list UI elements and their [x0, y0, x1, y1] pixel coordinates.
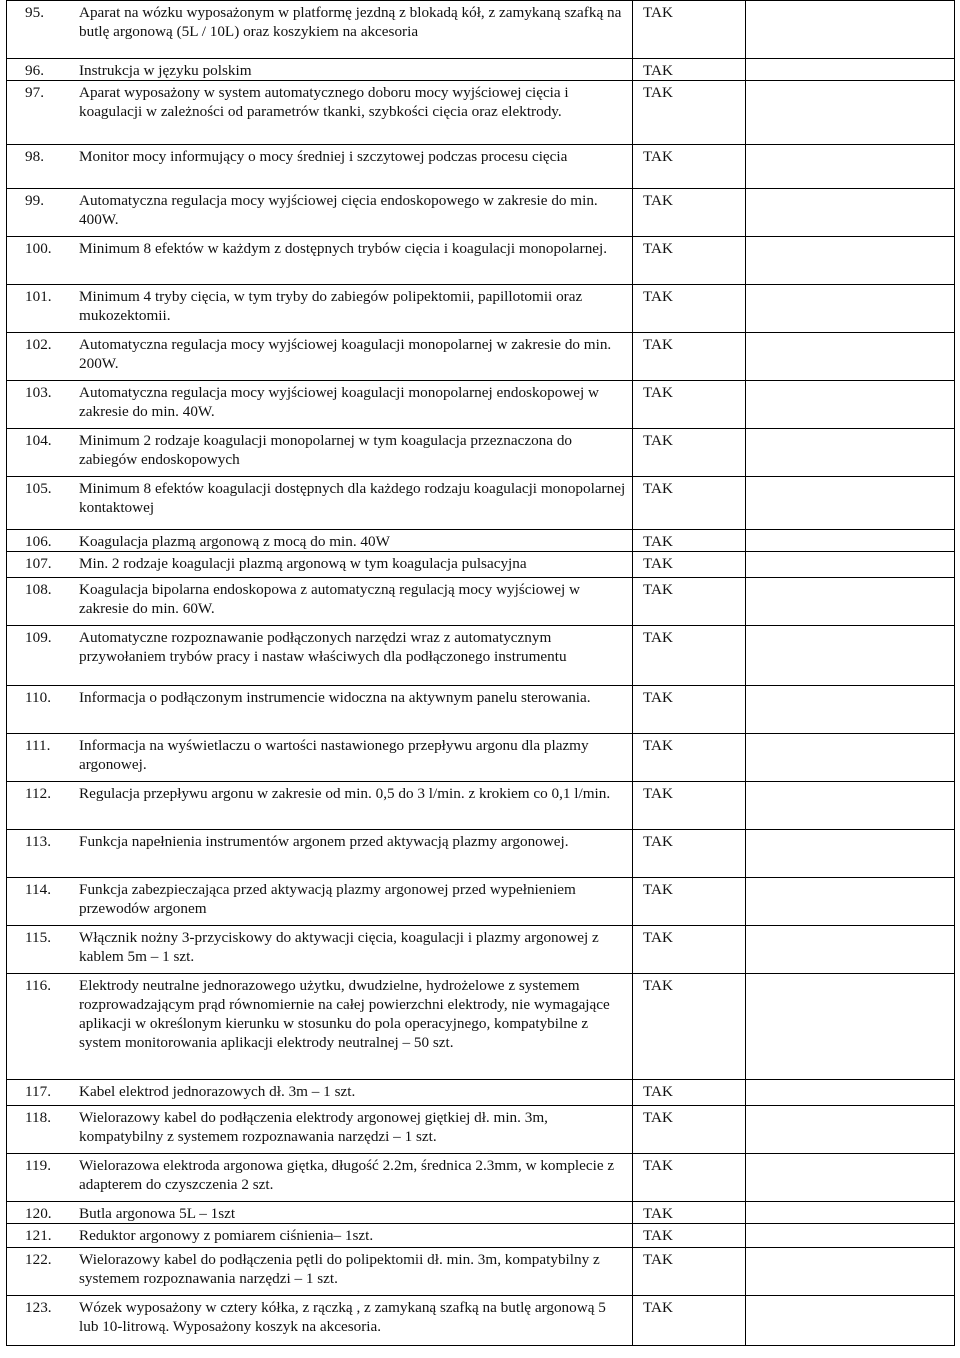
table-row	[7, 1248, 955, 1296]
item-number: 102.	[25, 336, 52, 353]
table-row	[7, 285, 955, 333]
table-row	[7, 145, 955, 189]
item-number: 123.	[25, 1299, 52, 1316]
offered-parameter-cell	[746, 189, 955, 237]
item-number: 98.	[25, 148, 44, 165]
item-value: TAK	[643, 555, 673, 572]
item-value: TAK	[643, 432, 673, 449]
item-value-cell	[633, 145, 746, 189]
item-description: Reduktor argonowy z pomiarem ciśnienia– 1szt.	[79, 1227, 374, 1244]
item-value-cell	[633, 59, 746, 81]
table-row	[7, 189, 955, 237]
table-row	[7, 1106, 955, 1154]
offered-parameter-cell	[746, 926, 955, 974]
item-cell	[7, 686, 633, 734]
item-cell	[7, 145, 633, 189]
table-row	[7, 686, 955, 734]
item-value-cell	[633, 734, 746, 782]
offered-parameter-cell	[746, 578, 955, 626]
item-value-cell	[633, 237, 746, 285]
item-description: Informacja na wyświetlaczu o wartości nastawionego przepływu argonu dla plazmy argonowej.	[79, 737, 589, 773]
item-value: TAK	[643, 689, 673, 706]
item-description: Monitor mocy informujący o mocy średniej i szczytowej podczas procesu cięcia	[79, 148, 568, 165]
item-description: Funkcja zabezpieczająca przed aktywacją plazmy argonowej przed wypełnieniem przewodów argonem	[79, 881, 576, 917]
item-value: TAK	[643, 629, 673, 646]
item-cell	[7, 1, 633, 59]
offered-parameter-cell	[746, 552, 955, 578]
item-number: 96.	[25, 62, 44, 79]
item-description: Min. 2 rodzaje koagulacji plazmą argonową w tym koagulacja pulsacyjna	[79, 555, 527, 572]
table-row	[7, 878, 955, 926]
offered-parameter-cell	[746, 145, 955, 189]
item-description: Aparat wyposażony w system automatycznego doboru mocy wyjściowej cięcia i koagulacji w zależności od parametrów tkanki, szybkości cięcia oraz elektrody.	[79, 84, 569, 120]
offered-parameter-cell	[746, 878, 955, 926]
table-row	[7, 81, 955, 145]
item-description: Włącznik nożny 3-przyciskowy do aktywacji cięcia, koagulacji i plazmy argonowej z kablem 5m – 1 szt.	[79, 929, 599, 965]
item-value: TAK	[643, 1157, 673, 1174]
item-value: TAK	[643, 1205, 673, 1222]
offered-parameter-cell	[746, 285, 955, 333]
item-value-cell	[633, 381, 746, 429]
item-number: 116.	[25, 977, 52, 994]
item-value: TAK	[643, 336, 673, 353]
item-number: 115.	[25, 929, 52, 946]
offered-parameter-cell	[746, 734, 955, 782]
item-value-cell	[633, 1106, 746, 1154]
item-value-cell	[633, 1080, 746, 1106]
item-value-cell	[633, 285, 746, 333]
item-description: Automatyczna regulacja mocy wyjściowej cięcia endoskopowego w zakresie do min. 400W.	[79, 192, 598, 228]
table-row	[7, 626, 955, 686]
table-row	[7, 237, 955, 285]
item-description: Automatyczne rozpoznawanie podłączonych narzędzi wraz z automatycznym przywołaniem trybów pracy i nastaw właściwych dla podłączonego instrumentu	[79, 629, 567, 665]
item-description: Minimum 8 efektów w każdym z dostępnych trybów cięcia i koagulacji monopolarnej.	[79, 240, 608, 257]
item-number: 97.	[25, 84, 44, 101]
item-number: 112.	[25, 785, 52, 802]
item-cell	[7, 381, 633, 429]
item-value: TAK	[643, 192, 673, 209]
item-value-cell	[633, 1248, 746, 1296]
item-number: 105.	[25, 480, 52, 497]
item-cell	[7, 782, 633, 830]
item-cell	[7, 734, 633, 782]
item-value-cell	[633, 477, 746, 530]
table-row	[7, 926, 955, 974]
item-description: Elektrody neutralne jednorazowego użytku, dwudzielne, hydrożelowe z systemem rozprowadzającym prąd równomiernie na całej powierzchni elektrody, nie wymagające aplikacji w określonym kierunku w stosunku do pola operacyjnego, kompatybilne z system monitorowania aplikacji elektrody neutralnej – 50 szt.	[79, 977, 610, 1051]
item-number: 119.	[25, 1157, 52, 1174]
item-cell	[7, 81, 633, 145]
item-value-cell	[633, 626, 746, 686]
item-value-cell	[633, 830, 746, 878]
item-number: 111.	[25, 737, 51, 754]
table-row	[7, 1, 955, 59]
table-row	[7, 530, 955, 552]
item-number: 120.	[25, 1205, 52, 1222]
item-value: TAK	[643, 288, 673, 305]
item-cell	[7, 1106, 633, 1154]
item-number: 99.	[25, 192, 44, 209]
offered-parameter-cell	[746, 333, 955, 381]
offered-parameter-cell	[746, 626, 955, 686]
item-cell	[7, 1154, 633, 1202]
table-row	[7, 333, 955, 381]
offered-parameter-cell	[746, 1, 955, 59]
offered-parameter-cell	[746, 381, 955, 429]
item-number: 121.	[25, 1227, 52, 1244]
item-value: TAK	[643, 833, 673, 850]
item-value: TAK	[643, 1299, 673, 1316]
item-value-cell	[633, 552, 746, 578]
offered-parameter-cell	[746, 477, 955, 530]
item-description: Automatyczna regulacja mocy wyjściowej koagulacji monopolarnej endoskopowej w zakresie do min. 40W.	[79, 384, 600, 420]
table-row	[7, 1154, 955, 1202]
item-value: TAK	[643, 1227, 673, 1244]
item-description: Automatyczna regulacja mocy wyjściowej koagulacji monopolarnej w zakresie do min. 200W.	[79, 336, 612, 372]
table-row	[7, 381, 955, 429]
item-cell	[7, 1296, 633, 1346]
table-row	[7, 830, 955, 878]
item-cell	[7, 189, 633, 237]
specification-table	[6, 0, 955, 1346]
item-value: TAK	[643, 929, 673, 946]
item-number: 113.	[25, 833, 52, 850]
item-number: 103.	[25, 384, 52, 401]
item-cell	[7, 59, 633, 81]
item-description: Instrukcja w języku polskim	[79, 62, 252, 79]
item-value: TAK	[643, 84, 673, 101]
offered-parameter-cell	[746, 59, 955, 81]
item-number: 122.	[25, 1251, 52, 1268]
item-value: TAK	[643, 4, 673, 21]
item-value: TAK	[643, 737, 673, 754]
offered-parameter-cell	[746, 1080, 955, 1106]
item-cell	[7, 1248, 633, 1296]
item-value-cell	[633, 926, 746, 974]
item-cell	[7, 429, 633, 477]
item-value-cell	[633, 782, 746, 830]
item-description: Wielorazowy kabel do podłączenia pętli do polipektomii dł. min. 3m, kompatybilny z systemem rozpoznawania narzędzi – 1 szt.	[79, 1251, 600, 1287]
item-cell	[7, 878, 633, 926]
item-value-cell	[633, 1202, 746, 1224]
item-value-cell	[633, 878, 746, 926]
item-cell	[7, 830, 633, 878]
table-row	[7, 1224, 955, 1248]
item-value: TAK	[643, 480, 673, 497]
item-description: Kabel elektrod jednorazowych dł. 3m – 1 szt.	[79, 1083, 356, 1100]
item-cell	[7, 285, 633, 333]
table-row	[7, 974, 955, 1080]
item-cell	[7, 333, 633, 381]
item-description: Minimum 4 tryby cięcia, w tym tryby do zabiegów polipektomii, papillotomii oraz mukozektomii.	[79, 288, 583, 324]
item-cell	[7, 237, 633, 285]
item-cell	[7, 578, 633, 626]
item-description: Butla argonowa 5L – 1szt	[79, 1205, 236, 1222]
item-value-cell	[633, 1224, 746, 1248]
table-row	[7, 1080, 955, 1106]
offered-parameter-cell	[746, 429, 955, 477]
table-row	[7, 59, 955, 81]
item-cell	[7, 626, 633, 686]
item-value: TAK	[643, 1083, 673, 1100]
item-value-cell	[633, 81, 746, 145]
item-value: TAK	[643, 785, 673, 802]
item-value: TAK	[643, 384, 673, 401]
item-description: Koagulacja plazmą argonową z mocą do min. 40W	[79, 533, 390, 550]
item-value-cell	[633, 1, 746, 59]
item-cell	[7, 974, 633, 1080]
item-description: Minimum 2 rodzaje koagulacji monopolarnej w tym koagulacja przeznaczona do zabiegów endoskopowych	[79, 432, 573, 468]
item-description: Aparat na wózku wyposażonym w platformę jezdną z blokadą kół, z zamykaną szafką na butlę argonową (5L / 10L) oraz koszykiem na akcesoria	[79, 4, 622, 40]
item-value-cell	[633, 686, 746, 734]
item-value-cell	[633, 333, 746, 381]
item-number: 104.	[25, 432, 52, 449]
item-value: TAK	[643, 240, 673, 257]
item-cell	[7, 552, 633, 578]
item-description: Funkcja napełnienia instrumentów argonem przed aktywacją plazmy argonowej.	[79, 833, 569, 850]
item-value: TAK	[643, 1251, 673, 1268]
item-value-cell	[633, 189, 746, 237]
item-cell	[7, 1202, 633, 1224]
item-description: Wielorazowa elektroda argonowa giętka, długość 2.2m, średnica 2.3mm, w komplecie z adapterem do czyszczenia 2 szt.	[79, 1157, 615, 1193]
item-number: 110.	[25, 689, 52, 706]
item-cell	[7, 1080, 633, 1106]
item-value: TAK	[643, 581, 673, 598]
offered-parameter-cell	[746, 1224, 955, 1248]
offered-parameter-cell	[746, 1296, 955, 1346]
item-value-cell	[633, 530, 746, 552]
table-row	[7, 1202, 955, 1224]
item-value-cell	[633, 1296, 746, 1346]
item-value: TAK	[643, 977, 673, 994]
offered-parameter-cell	[746, 1248, 955, 1296]
item-number: 114.	[25, 881, 52, 898]
item-description: Minimum 8 efektów koagulacji dostępnych dla każdego rodzaju koagulacji monopolarnej kontaktowej	[79, 480, 626, 516]
offered-parameter-cell	[746, 530, 955, 552]
item-number: 109.	[25, 629, 52, 646]
table-row	[7, 1296, 955, 1346]
item-number: 118.	[25, 1109, 52, 1126]
offered-parameter-cell	[746, 974, 955, 1080]
item-value: TAK	[643, 62, 673, 79]
item-value-cell	[633, 974, 746, 1080]
offered-parameter-cell	[746, 830, 955, 878]
item-cell	[7, 530, 633, 552]
offered-parameter-cell	[746, 782, 955, 830]
item-value: TAK	[643, 148, 673, 165]
item-value: TAK	[643, 1109, 673, 1126]
item-number: 107.	[25, 555, 52, 572]
item-description: Wózek wyposażony w cztery kółka, z rączką , z zamykaną szafką na butlę argonową 5 lub 10-litrową. Wyposażony koszyk na akcesoria.	[79, 1299, 606, 1335]
offered-parameter-cell	[746, 237, 955, 285]
offered-parameter-cell	[746, 1202, 955, 1224]
item-value: TAK	[643, 881, 673, 898]
item-description: Informacja o podłączonym instrumencie widoczna na aktywnym panelu sterowania.	[79, 689, 591, 706]
item-cell	[7, 477, 633, 530]
table-row	[7, 734, 955, 782]
offered-parameter-cell	[746, 1106, 955, 1154]
offered-parameter-cell	[746, 81, 955, 145]
item-value-cell	[633, 429, 746, 477]
item-cell	[7, 926, 633, 974]
item-number: 100.	[25, 240, 52, 257]
item-number: 95.	[25, 4, 44, 21]
table-row	[7, 578, 955, 626]
item-number: 101.	[25, 288, 52, 305]
offered-parameter-cell	[746, 686, 955, 734]
table-row	[7, 429, 955, 477]
item-number: 108.	[25, 581, 52, 598]
specification-table-body	[7, 1, 955, 1346]
item-description: Regulacja przepływu argonu w zakresie od min. 0,5 do 3 l/min. z krokiem co 0,1 l/min.	[79, 785, 611, 802]
table-row	[7, 782, 955, 830]
table-row	[7, 477, 955, 530]
offered-parameter-cell	[746, 1154, 955, 1202]
table-row	[7, 552, 955, 578]
item-description: Wielorazowy kabel do podłączenia elektrody argonowej giętkiej dł. min. 3m, kompatybilny z systemem rozpoznawania narzędzi – 1 szt.	[79, 1109, 548, 1145]
item-description: Koagulacja bipolarna endoskopowa z automatyczną regulacją mocy wyjściowej w zakresie do min. 60W.	[79, 581, 581, 617]
item-value-cell	[633, 578, 746, 626]
item-number: 117.	[25, 1083, 52, 1100]
item-cell	[7, 1224, 633, 1248]
item-value-cell	[633, 1154, 746, 1202]
item-value: TAK	[643, 533, 673, 550]
item-number: 106.	[25, 533, 52, 550]
